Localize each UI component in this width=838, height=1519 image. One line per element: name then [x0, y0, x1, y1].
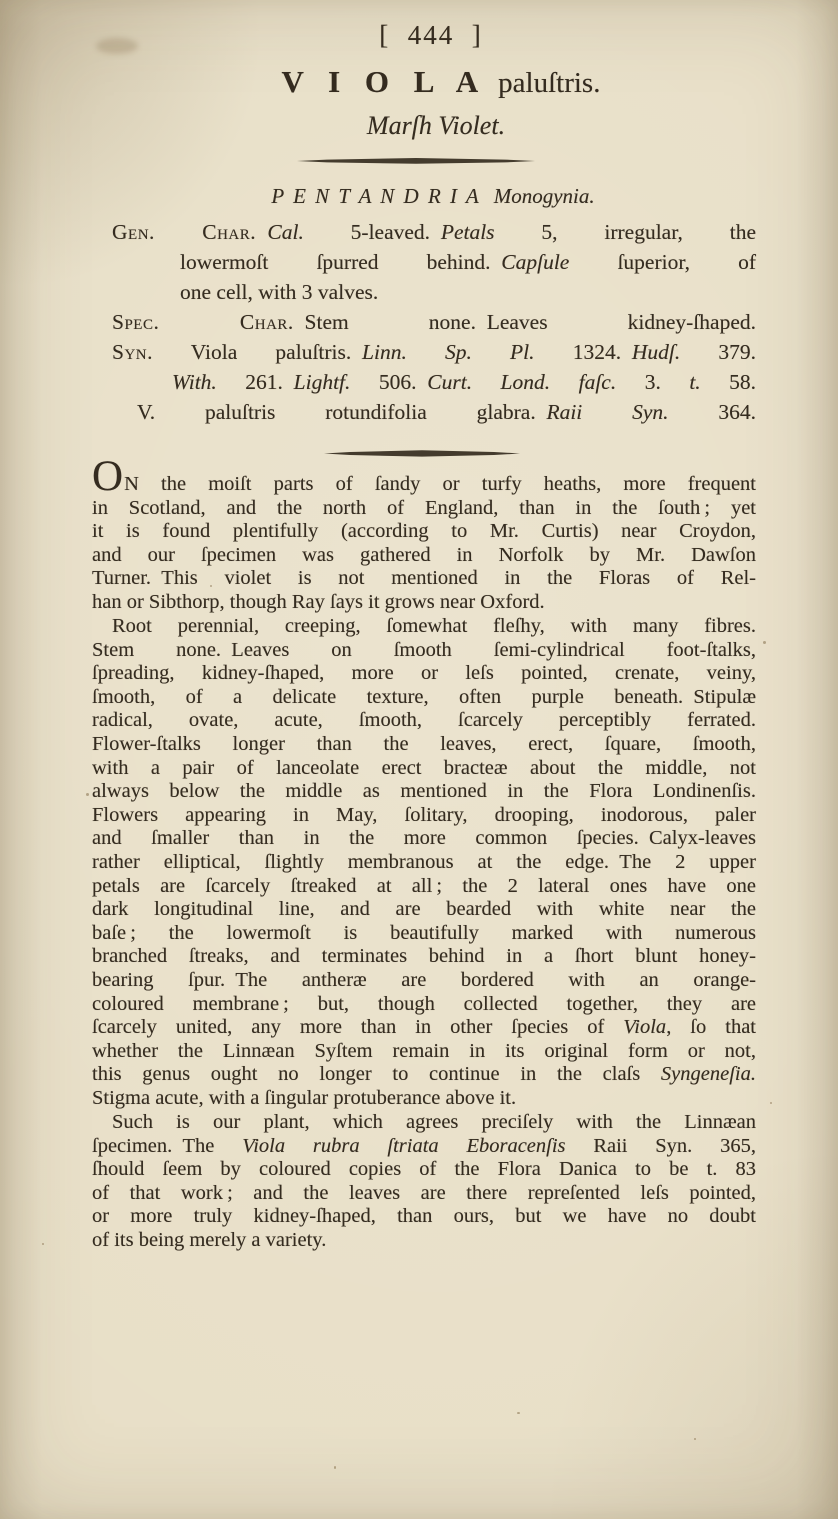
text-segment: Raii Syn. 365,	[565, 1134, 756, 1157]
text-line	[92, 686, 756, 710]
text-segment: this genus ought no longer to continue in the claſs	[92, 1063, 661, 1086]
text-line	[92, 544, 756, 568]
text-line	[92, 1016, 756, 1040]
text-segment: With.	[172, 370, 217, 394]
text-segment: 261.	[216, 370, 294, 394]
text-segment: Cal.	[267, 220, 304, 244]
linnaean-classification	[92, 184, 756, 209]
text-segment: Raii Syn.	[546, 400, 669, 424]
text-segment: Capſule	[501, 250, 570, 274]
text-segment: branched ſtreaks, and terminates behind in a ſhort blunt honey-	[92, 945, 756, 968]
text-line	[92, 639, 756, 663]
text-segment: 1324.	[534, 340, 632, 364]
text-line	[92, 1087, 756, 1111]
text-line	[92, 520, 756, 544]
text-segment: dark longitudinal line, and are bearded with white near the	[92, 898, 756, 921]
tapered-rule-middle	[324, 449, 520, 458]
text-line	[92, 733, 756, 757]
text-segment: always below the middle as mentioned in the Flora Londinenſis.	[92, 780, 756, 803]
text-segment: Gen. Char.	[112, 220, 268, 244]
text-segment: Syngeneſia.	[660, 1063, 756, 1086]
class-name: P E N T A N D R I A	[271, 184, 481, 208]
text-segment: Viola paluſtris.	[153, 340, 363, 364]
paper-speck	[770, 1102, 772, 1104]
text-segment: Lightf.	[293, 370, 351, 394]
text-line	[92, 898, 756, 922]
text-segment: rather elliptical, ſlightly membranous at the edge. The 2 upper	[92, 850, 756, 873]
text-segment: Turner. This violet is not mentioned in the Floras of Rel-	[92, 567, 756, 590]
text-line	[92, 945, 756, 969]
text-segment: 3.	[616, 370, 690, 394]
text-segment: 506.	[350, 370, 428, 394]
text-segment: Flowers appearing in May, ſolitary, drooping, inodorous, paler	[92, 803, 756, 826]
text-line	[92, 804, 756, 828]
text-line	[92, 453, 756, 500]
text-segment: han or Sibthorp, though Ray ſays it grows near Oxford.	[92, 590, 545, 613]
text-segment: V. paluſtris rotundifolia glabra.	[137, 400, 547, 424]
text-line	[112, 307, 756, 337]
text-segment: 379.	[680, 340, 756, 364]
tapered-rule-top	[297, 157, 535, 165]
text-segment: 5, irregular, the	[494, 220, 756, 244]
text-line	[92, 1040, 756, 1064]
text-segment: lowermoſt ſpurred behind.	[180, 250, 502, 274]
body-paragraph-1	[92, 453, 756, 615]
text-line	[92, 1229, 756, 1253]
paper-speck	[517, 1412, 520, 1414]
text-segment: t.	[689, 370, 701, 394]
text-line	[92, 1135, 756, 1159]
text-segment: it is found plentifully (according to Mr. Curtis) near Croydon,	[92, 520, 756, 543]
text-segment: Such is our plant, which agrees preciſely with the Linnæan	[112, 1111, 756, 1133]
text-segment: , ſo that	[666, 1016, 756, 1039]
text-segment: 364.	[668, 400, 757, 424]
text-segment: 5-leaved.	[303, 220, 441, 244]
text-segment: ſuperior, of	[569, 250, 756, 274]
text-line	[92, 1111, 756, 1135]
text-segment: or more truly kidney-ſhaped, than ours, but we have no doubt	[92, 1205, 756, 1228]
genus-name: V I O L A	[281, 64, 483, 99]
text-segment: and ſmaller than in the more common ſpecies. Calyx-leaves	[92, 827, 756, 850]
page-number: [ 444 ]	[379, 20, 483, 50]
initial-capital: O	[92, 453, 125, 500]
text-segment: Stigma acute, with a ſingular protuberance above it.	[92, 1086, 517, 1109]
text-segment: in Scotland, and the north of England, than in the ſouth ; yet	[92, 496, 756, 519]
text-segment: coloured membrane ; but, though collected together, they are	[92, 992, 756, 1015]
text-line	[92, 851, 756, 875]
text-segment: ſpecimen. The	[92, 1134, 243, 1157]
text-line	[92, 567, 756, 591]
text-line	[92, 993, 756, 1017]
text-segment: one cell, with 3 valves.	[180, 280, 379, 304]
text-segment: radical, ovate, acute, ſmooth, ſcarcely perceptibly ferrated.	[92, 709, 756, 732]
character-synonym-block	[92, 217, 756, 427]
text-segment: of its being merely a variety.	[92, 1228, 327, 1251]
text-line	[112, 217, 756, 247]
paper-speck	[334, 1466, 336, 1469]
text-segment: Flower-ſtalks longer than the leaves, erect, ſquare, ſmooth,	[92, 732, 756, 755]
text-segment: ſcarcely united, any more than in other ſpecies of	[92, 1016, 624, 1039]
text-line	[92, 827, 756, 851]
text-segment: Linn. Sp. Pl.	[362, 340, 535, 364]
text-line	[92, 1182, 756, 1206]
body-paragraph-3	[92, 1111, 756, 1253]
body-paragraph-2	[92, 615, 756, 1110]
text-line	[92, 1205, 756, 1229]
text-line	[137, 397, 756, 427]
text-segment: of that work ; and the leaves are there repreſented leſs pointed,	[92, 1181, 756, 1204]
paper-speck	[42, 1243, 44, 1245]
text-line	[180, 277, 756, 307]
text-line	[92, 969, 756, 993]
text-segment: Spec. Char.	[112, 310, 294, 334]
text-segment: Stem none. Leaves on ſmooth ſemi-cylindrical foot-ſtalks,	[92, 638, 756, 661]
text-segment: bearing ſpur. The antheræ are bordered with an orange-	[92, 968, 756, 991]
order-name: Monogynia.	[493, 184, 595, 208]
text-line	[112, 337, 756, 367]
text-line	[92, 1158, 756, 1182]
paper-speck	[694, 1438, 696, 1440]
text-line	[92, 780, 756, 804]
text-segment: whether the Linnæan Syſtem remain in its original form or not,	[92, 1039, 756, 1062]
text-line	[172, 367, 756, 397]
text-line	[92, 875, 756, 899]
text-line	[180, 247, 756, 277]
text-segment: Hudſ.	[631, 340, 681, 364]
text-line	[92, 922, 756, 946]
text-segment: ſhould ſeem by coloured copies of the Flora Danica to be t. 83	[92, 1158, 756, 1181]
species-title	[92, 64, 756, 100]
text-line	[92, 757, 756, 781]
text-line	[92, 591, 756, 615]
text-segment: ſpreading, kidney-ſhaped, more or leſs pointed, crenate, veiny,	[92, 662, 756, 685]
text-segment: Viola	[623, 1016, 667, 1039]
text-segment: Curt. Lond. faſc.	[427, 370, 617, 394]
text-line	[92, 709, 756, 733]
text-line	[92, 497, 756, 521]
text-segment: ſmooth, of a delicate texture, often purple beneath. Stipulæ	[92, 685, 756, 708]
text-line	[92, 1063, 756, 1087]
text-segment: Root perennial, creeping, ſomewhat fleſhy, with many fibres.	[112, 615, 756, 637]
text-line	[92, 662, 756, 686]
text-line	[92, 615, 756, 639]
species-epithet: paluſtris.	[498, 67, 601, 99]
text-segment: Viola rubra ſtriata Eboracenſis	[242, 1134, 566, 1157]
text-segment: Syn.	[112, 340, 153, 364]
paper-speck	[86, 793, 89, 796]
text-segment: baſe ; the lowermoſt is beautifully marked with numerous	[92, 921, 756, 944]
text-segment: N the moiſt parts of ſandy or turfy heaths, more frequent	[124, 473, 756, 495]
text-segment: and our ſpecimen was gathered in Norfolk by Mr. Dawſon	[92, 543, 756, 566]
text-segment: petals are ſcarcely ſtreaked at all ; the 2 lateral ones have one	[92, 874, 756, 897]
text-segment: 58.	[700, 370, 757, 394]
text-segment: Petals	[440, 220, 495, 244]
paper-speck	[763, 641, 766, 644]
text-segment: Stem none. Leaves kidney-ſhaped.	[293, 310, 756, 334]
common-name: Marſh Violet.	[366, 111, 506, 140]
text-segment: with a pair of lanceolate erect bracteæ about the middle, not	[92, 756, 756, 779]
